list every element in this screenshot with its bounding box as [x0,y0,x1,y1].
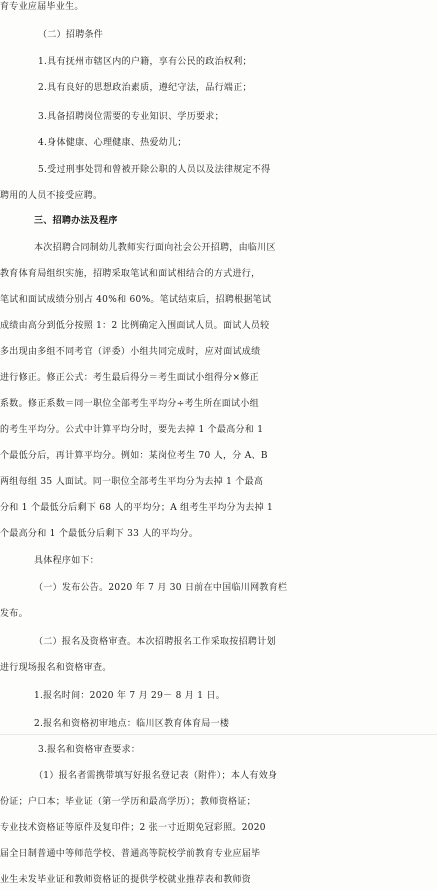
requirement-line: 届全日制普通中等师范学校、普通高等院校学前教育专业应届毕 [0,849,261,859]
para-line: 多出现由多组不同考官（评委）小组共同完成时，应对面试成绩 [0,347,261,357]
section3-heading: 三、招聘办法及程序 [34,216,118,226]
step1-line: （一）发布公告。2020 年 7 月 30 日前在中国临川网教育栏 [34,583,288,593]
step2-item-2: 2.报名和资格初审地点：临川区教育体育局一楼 [34,719,230,729]
condition-3: 3.具备招聘岗位需要的专业知识、学历要求； [38,112,224,122]
para-line: 教育体育局组织实施，招聘采取笔试和面试相结合的方式进行， [0,269,261,279]
para-line: 成绩由高分到低分按照 1：2 比例确定入围面试人员。面试人员较 [0,321,270,331]
para-line: 本次招聘合同制幼儿教师实行面向社会公开招聘，由临川区 [34,243,276,253]
para-line: 个最高分和 1 个最低分后剩下 33 人的平均分。 [0,529,199,539]
procedure-label: 具体程序如下： [34,556,100,566]
section2-heading: （二）招聘条件 [38,30,104,40]
condition-1: 1.具有抚州市辖区内的户籍，享有公民的政治权利； [38,57,252,67]
para-line: 系数。修正系数＝同一职位全部考生平均分÷考生所在面试小组 [0,399,259,409]
step2-item-1: 1.报名时间：2020 年 7 月 29－ 8 月 1 日。 [34,691,226,701]
condition-2: 2.具有良好的思想政治素质，遵纪守法，品行端正； [38,83,252,93]
condition-4: 4.身体健康、心理健康、热爱幼儿； [38,138,187,148]
intro-tail-line: 育专业应届毕业生。 [0,2,84,12]
requirement-line: （1）报名者需携带填写好报名登记表（附件）；本人有效身 [34,771,278,781]
requirement-line: 业生未发毕业证和教师资格证的提供学校就业推荐表和教师资 [0,875,252,885]
condition-5: 5.受过刑事处罚和曾被开除公职的人员以及法律规定不得 [38,165,271,175]
para-line: 笔试和面试成绩分别占 40%和 60%。笔试结束后，招聘根据笔试 [0,295,272,305]
step2-item-3: 3.报名和资格审查要求： [38,745,141,755]
step2-line: （二）报名及资格审查。本次招聘报名工作采取按招聘计划 [34,637,276,647]
requirement-line: 专业技术资格证等原件及复印件；2 张一寸近期免冠彩照。2020 [0,823,266,833]
step2-line: 进行现场报名和资格审查。 [0,663,112,673]
para-line: 两组每组 35 人面试。同一职位全部考生平均分为去掉 1 个最高 [0,477,264,487]
condition-5-cont: 聘用的人员不接受应聘。 [0,191,103,201]
step1-line: 发布。 [0,609,28,619]
page-divider [0,734,437,735]
para-line: 的考生平均分。公式中计算平均分时，要先去掉 1 个最高分和 1 [0,425,264,435]
para-line: 个最低分后，再计算平均分。例如：某岗位考生 70 人，分 A、B [0,451,268,461]
requirement-line: 份证；户口本；毕业证（第一学历和最高学历）；教师资格证； [0,797,256,807]
para-line: 分和 1 个最低分后剩下 68 人的平均分；A 组考生平均分为去掉 1 [0,503,274,513]
para-line: 进行修正。修正公式：考生最后得分＝考生面试小组得分×修正 [0,373,259,383]
